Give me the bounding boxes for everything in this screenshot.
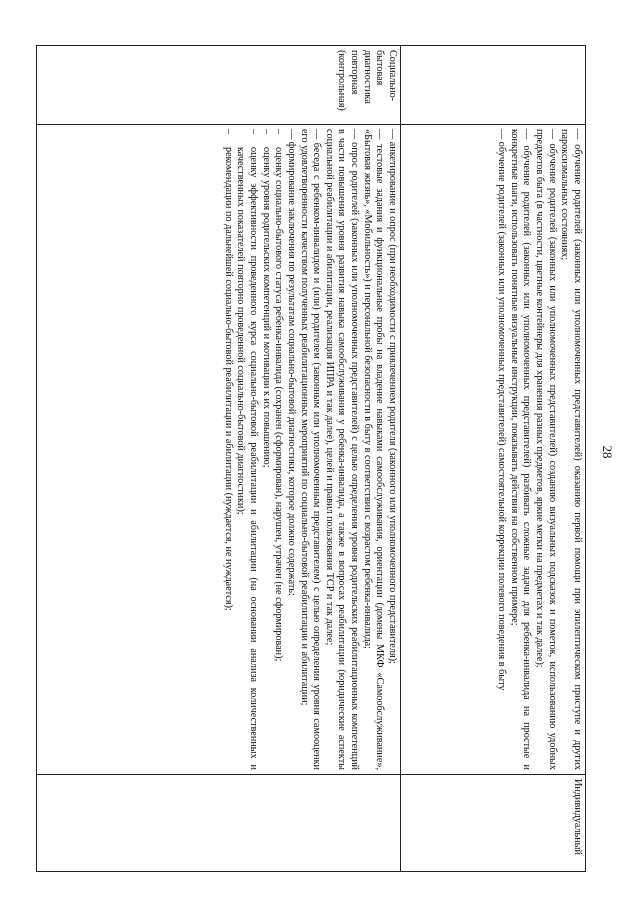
format-cell (37, 775, 401, 872)
sub-list-item (221, 129, 234, 770)
sub-item-text: оценку уровня родительских компетенций и мотивации к их повышению; (260, 147, 272, 468)
page-number: 28 (600, 445, 615, 459)
dash-marker: – (247, 129, 259, 135)
section-cell: Социально-бытовая диагностика повторная (контрольная) (37, 46, 401, 125)
list-item: — обучение родителей (законных или уполномоченных представителей) созданию визуальных подсказок и пометок, использованию удобных предметов быта (в частности, цветные контейнеры для хранения разных предметов, яркие метки на предметах и так далее); (534, 129, 558, 770)
sub-list-item (272, 129, 285, 770)
list-item: — обучение родителей (законных или уполномоченных представителей) разбивать сложные задачи для ребенка-инвалида на простые и конкретные шаги, использовать понятные визуальные инструкции, показывать действия на собственном примере; (508, 129, 533, 770)
list-item: — тестовые задания и функциональные пробы на владение навыками самообслуживания, ориентации (домены МКФ «Самообслуживание», «Бытовая жизнь», «Мобильность») и персональной безопасности в быту в соответствии с возрастом ребенка-инвалида; (361, 129, 386, 770)
sub-item-text: оценку эффективности проведенного курса социально-бытовой реабилитации и абилитации (на основании анализа количественных и качественных показателей повторно проведенной социально-бытовой диагностики); (235, 147, 259, 770)
list-item: — обучение родителей (законных или уполномоченных представителей) самостоятельной коррекции полевого поведения в быту (496, 129, 508, 691)
format-cell: Индивидуальный (401, 775, 586, 872)
dash-marker: – (222, 129, 234, 135)
services-table (36, 45, 586, 872)
sub-list-item (259, 129, 272, 770)
sub-item-text: оценку социально-бытового статуса ребенка-инвалида (сохранен (сформирован), нарушен, утрачен (не сформирован); (273, 147, 285, 662)
list-item: — беседа с ребенком-инвалидом и (или) родителем (законным или уполномоченным представителем) с целью определения уровня самооценки его удовлетворенности качеством полученных реабилитационных мероприятий по социально-бытовой реабилитации и абилитации; (298, 129, 323, 770)
content-cell (37, 125, 401, 775)
list-item: — опрос родителей (законных или уполномоченных представителей) с целью определения уровня родительских реабилитационных компетенций в части повышения уровня развития навыка самообслуживания у ребенка-инвалида, а также в вопросах реабилитации (юридические аспекты социальной реабилитации и абилитации, реализация ИПРА и так далее), целей и правил пользования ТСР и так далее; (323, 129, 361, 770)
table-row (37, 46, 401, 872)
list-item: — формирование заключения по результатам социально-бытовой диагностики, которое должно содержать: (285, 129, 297, 596)
dash-marker: – (260, 129, 272, 135)
dash-marker: – (273, 129, 285, 135)
section-cell (401, 46, 586, 125)
table-row (401, 46, 586, 872)
list-item: — обучение родителей (законных или уполномоченных представителей) оказанию первой помощи при эпилептическом приступе и других пароксизмальных состояниях; (559, 129, 583, 770)
rotated-table-container (36, 45, 586, 872)
content-cell (401, 125, 586, 775)
sub-list-item (234, 129, 259, 770)
sub-item-text: рекомендации по дальнейшей социально-бытовой реабилитации и абилитации (нуждается, не нуждается); (222, 147, 234, 611)
list-item: — анкетирование и опрос (при необходимости с привлечением родителя (законного или уполномоченного представителя); (387, 129, 398, 664)
